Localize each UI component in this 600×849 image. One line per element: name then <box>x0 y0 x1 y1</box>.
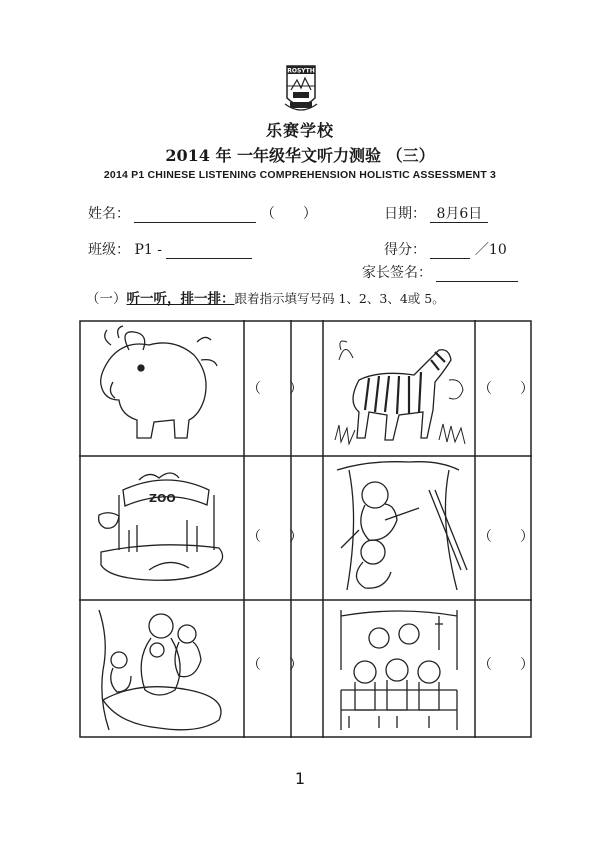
score-field <box>384 239 507 259</box>
score-blank[interactable] <box>430 242 470 259</box>
answer-blank-elephant[interactable]: （ ） <box>247 381 303 397</box>
page-number: 1 <box>294 769 306 788</box>
monkeys-picture <box>99 610 221 730</box>
instruction-line <box>86 287 445 307</box>
date-value: 8月6日 <box>430 206 488 223</box>
orangutans-picture <box>337 462 467 590</box>
date-label: 日期： <box>384 206 426 222</box>
class-prefix: P1 - <box>134 242 162 258</box>
name-label: 姓名： <box>88 206 130 222</box>
answer-blank-zebra[interactable]: （ ） <box>478 381 534 397</box>
assessment-title-chinese: 2014 年 一年级华文听力测验 （三） <box>165 146 435 165</box>
name-field <box>88 203 317 223</box>
answer-blank-orangutans[interactable]: （ ） <box>478 529 534 545</box>
zebra-picture <box>335 341 465 444</box>
instruction-heading: 听一听，排一排： <box>126 291 235 307</box>
class-field <box>88 239 252 259</box>
elephant-picture <box>101 326 217 438</box>
name-blank[interactable] <box>134 206 256 223</box>
class-blank[interactable] <box>166 242 252 259</box>
zoo-gate-picture <box>99 473 223 580</box>
answer-blank-children-on-swing[interactable]: （ ） <box>478 657 534 673</box>
register-number-blank[interactable]: （ ） <box>260 206 317 222</box>
answer-blank-monkeys[interactable]: （ ） <box>247 657 303 673</box>
instruction-detail: 跟着指示填写号码 1、2、3、4或 5。 <box>234 291 445 306</box>
parent-signature-label: 家长签名： <box>362 265 432 281</box>
answer-blank-zoo-gate[interactable]: （ ） <box>247 529 303 545</box>
assessment-title-english: 2014 P1 CHINESE LISTENING COMPREHENSION HOLISTIC ASSESSMENT 3 <box>103 169 497 181</box>
score-total: ／10 <box>474 242 507 258</box>
school-name: 乐赛学校 <box>265 121 334 140</box>
picture-ordering-grid <box>79 320 532 738</box>
svg-text:ZOO: ZOO <box>149 492 176 505</box>
school-crest-logo <box>283 60 319 120</box>
class-label: 班级： <box>88 242 130 258</box>
score-label: 得分： <box>384 242 426 258</box>
date-field <box>384 203 488 223</box>
section-number: （一） <box>86 291 127 307</box>
svg-text:ROSYTH: ROSYTH <box>287 67 315 75</box>
parent-signature-field <box>362 262 518 282</box>
parent-signature-blank[interactable] <box>436 265 518 282</box>
children-on-swing-picture <box>341 610 457 730</box>
